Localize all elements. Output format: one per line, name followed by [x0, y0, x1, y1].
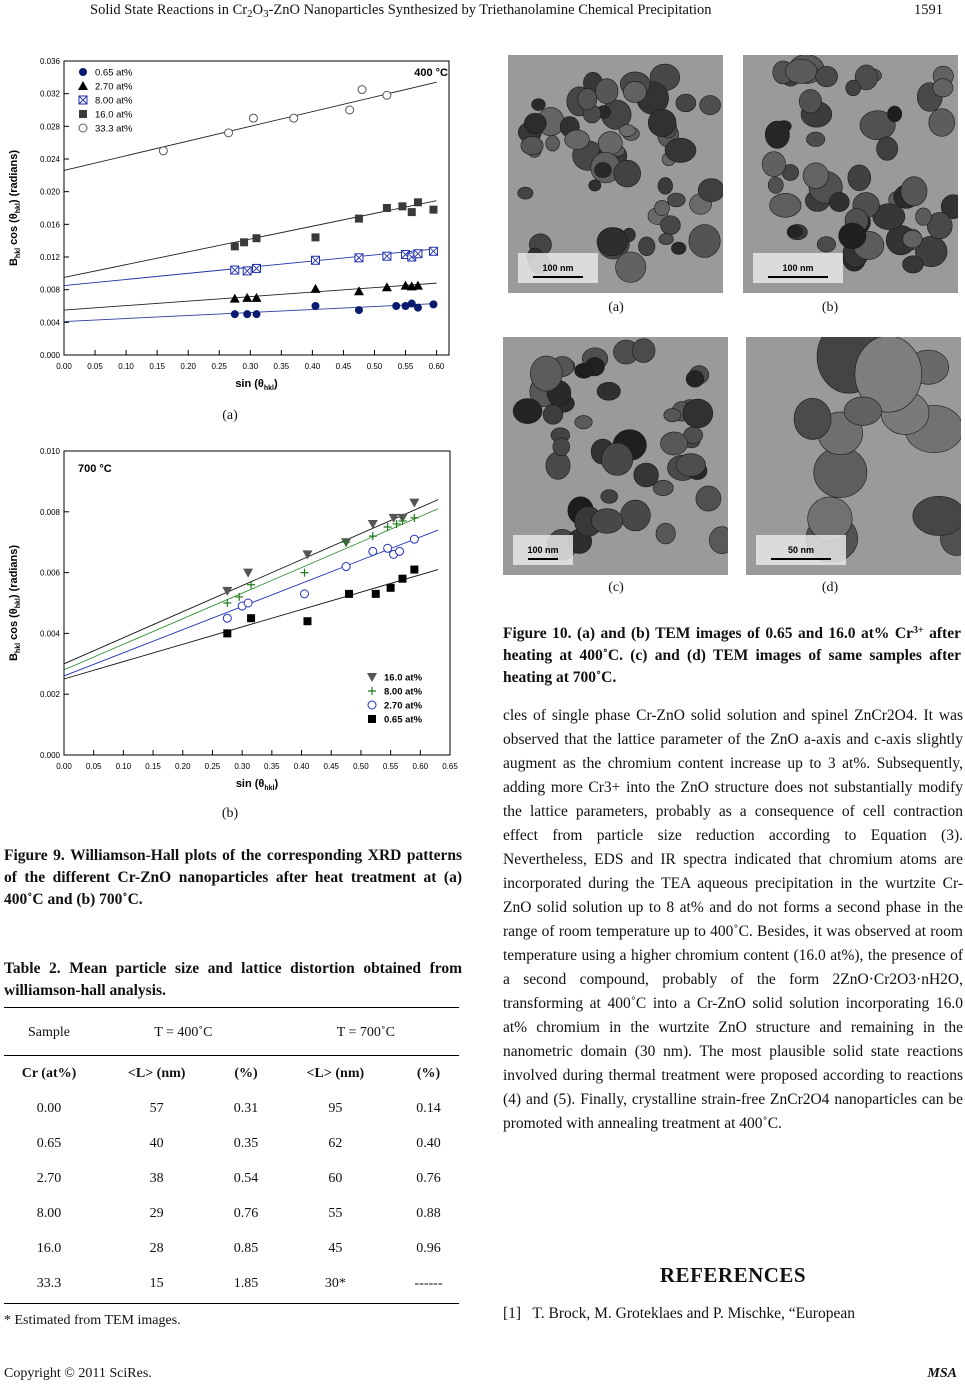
tem-micrograph: [743, 55, 958, 293]
particle: [817, 237, 836, 252]
particle: [594, 163, 611, 178]
x-tick-label: 0.45: [323, 762, 340, 771]
y-tick-label: 0.006: [39, 568, 60, 578]
particle: [661, 216, 681, 235]
tem-micrograph: [508, 55, 723, 293]
legend-label: 33.3 at%: [95, 123, 133, 135]
table-cell: 30*: [324, 1275, 346, 1291]
table-cell: 38: [149, 1170, 164, 1186]
legend-label: 16.0 at%: [384, 672, 423, 684]
table-cell: 45: [328, 1240, 343, 1256]
scale-bar-label: 100 nm: [527, 545, 559, 555]
particle: [916, 208, 932, 226]
data-point: [414, 250, 422, 258]
y-tick-label: 0.028: [39, 122, 60, 132]
data-point: [159, 147, 167, 155]
data-point: [247, 614, 255, 622]
data-point: [369, 547, 377, 555]
particle: [546, 136, 560, 151]
legend-label: 8.00 at%: [384, 686, 423, 698]
body-paragraph: cles of single phase Cr-ZnO solid solution and spinel ZnCr2O4. It was observed that the lattice parameter of the ZnO a-axis and c-axis slightly augment as the chromium content increase up to 3 at%. Subsequently, adding more Cr3+ into the ZnO structure does not substantially modify the lattice parameters, probably as a consequence of cell contraction effect from particle size reduction according to Equation (3). Nevertheless, EDS and IR spectra indicated that chromium atoms are incorporated during the TEA aqueous precipitation in the wurtzite Cr-ZnO solid solution up to 8 at% and do not forms a second phase in the range of room temperature up to 400˚C. Besides, it was observed at room temperature using a higher chromium content (16.0 at%), the presence of a second compound, probably of the form 2ZnO·Cr2O3·nH2O, transforming at 400˚C into a Cr-ZnO solid solution incorporating 16.0 at% chromium in the wurtzite ZnO structure and remaining in the nanometric domain (30 nm). The most plausible solid state reactions involved during thermal treatment were proposed according to reactions (4) and (5). Finally, crystalline strain-free ZnCr2O4 nanoparticles can be promoted with annealing treatment at 400˚C.: [503, 707, 963, 1132]
data-point: [253, 310, 261, 318]
y-tick-label: 0.036: [39, 57, 60, 66]
x-tick-label: 0.10: [118, 362, 134, 371]
legend-marker: [368, 701, 376, 709]
y-axis-label: $B_{hkl}$ $\cos (\theta_{hkl})$ (radians): [8, 149, 22, 267]
particle: [598, 132, 622, 155]
table-cell: 0.31: [233, 1100, 259, 1116]
particle: [543, 405, 563, 424]
particle: [665, 138, 696, 162]
table-row: [4, 1231, 459, 1266]
particle: [658, 178, 673, 195]
particle: [770, 193, 801, 217]
data-point: [249, 114, 257, 122]
tem-image-b: [743, 55, 958, 293]
x-tick-label: 0.05: [87, 362, 103, 371]
data-point: [243, 267, 251, 275]
particle: [513, 399, 542, 424]
table-row: [4, 1266, 459, 1301]
data-point: [429, 206, 437, 214]
particle: [901, 177, 927, 206]
y-tick-label: 0.020: [39, 187, 60, 197]
table-cell: 0.76: [233, 1205, 259, 1221]
particle: [668, 193, 686, 207]
particle: [656, 523, 675, 544]
table-group-header: T = 700˚C: [336, 1024, 395, 1040]
table-rule-bottom: [4, 1303, 459, 1304]
table-cell: 2.70: [36, 1170, 62, 1186]
table-cell: 40: [149, 1135, 164, 1151]
particle: [638, 237, 655, 256]
x-tick-label: 0.20: [180, 362, 196, 371]
table-cell: 0.88: [416, 1205, 441, 1221]
particle: [575, 416, 592, 429]
data-point: [231, 242, 239, 250]
data-point: [303, 617, 311, 625]
table-cell: 0.76: [416, 1170, 441, 1186]
table-col-header: <L> (nm): [306, 1065, 365, 1081]
figure9a-chart: [0, 50, 470, 405]
table-cell: 0.14: [416, 1100, 441, 1116]
x-tick-label: 0.40: [304, 362, 321, 371]
table-col-header: (%): [234, 1065, 258, 1081]
legend-label: 0.65 at%: [95, 67, 133, 79]
x-tick-label: 0.50: [353, 762, 369, 771]
legend-marker: [79, 124, 87, 132]
x-tick-label: 0.60: [428, 362, 445, 371]
table-cell: 1.85: [233, 1275, 259, 1291]
particle: [664, 409, 681, 422]
x-tick-label: 0.15: [149, 362, 165, 371]
x-tick-label: 0.00: [56, 762, 72, 771]
table-col-header: <L> (nm): [127, 1065, 186, 1081]
particle: [575, 363, 594, 378]
data-point: [342, 563, 350, 571]
figure10-label-a: (a): [608, 300, 624, 315]
x-tick-label: 0.40: [293, 762, 310, 771]
data-point: [301, 590, 309, 598]
particle: [913, 496, 961, 535]
x-tick-label: 0.10: [115, 762, 132, 771]
particle: [803, 163, 828, 189]
x-tick-label: 0.60: [412, 762, 429, 771]
particle: [553, 438, 570, 456]
scale-bar-label: 100 nm: [542, 263, 574, 273]
figure9b-chart: [0, 440, 470, 795]
y-tick-label: 0.008: [39, 285, 60, 295]
particle: [591, 509, 622, 534]
particle: [623, 81, 646, 102]
particle: [521, 136, 543, 154]
footer-journal: MSA: [927, 1366, 957, 1381]
particle: [597, 382, 620, 400]
y-tick-label: 0.012: [39, 253, 60, 262]
data-point: [346, 106, 354, 114]
data-point: [384, 544, 392, 552]
table-cell: 16.0: [36, 1240, 62, 1256]
data-point: [429, 247, 437, 255]
y-tick-label: 0.004: [39, 318, 60, 328]
particle: [887, 106, 901, 122]
tem-image-c: [503, 337, 728, 575]
chart-title: 700 °C: [78, 463, 112, 475]
data-point: [414, 304, 422, 312]
tem-image-a: [508, 55, 723, 293]
particle: [696, 486, 721, 511]
footer-copyright: Copyright © 2011 SciRes.: [4, 1366, 152, 1381]
references-heading: REFERENCES: [659, 1263, 807, 1287]
data-point: [355, 254, 363, 262]
reference-1: [1] T. Brock, M. Groteklaes and P. Mischke, “European: [503, 1305, 855, 1322]
running-title: Solid State Reactions in $Cr_2O_3$-ZnO Nanoparticles Synthesized by Triethanolamine Chemical Precipitation: [90, 2, 712, 20]
data-point: [387, 584, 395, 592]
x-tick-label: 0.35: [264, 762, 280, 771]
data-point: [311, 233, 319, 241]
y-tick-label: 0.002: [39, 690, 60, 700]
particle: [877, 137, 898, 160]
data-point: [355, 306, 363, 314]
table-col-header: Cr (at%): [21, 1065, 77, 1081]
y-tick-label: 0.008: [39, 507, 60, 517]
particle: [807, 132, 825, 146]
particle: [546, 452, 570, 479]
table-cell: 29: [149, 1205, 164, 1221]
x-tick-label: 0.55: [397, 362, 414, 371]
particle: [903, 256, 924, 273]
particle: [848, 165, 871, 191]
y-tick-label: 0.024: [39, 155, 60, 164]
table-cell: 0.54: [233, 1170, 259, 1186]
data-point: [243, 310, 251, 318]
data-point: [414, 198, 422, 206]
data-point: [355, 215, 363, 223]
y-tick-label: 0.016: [39, 220, 60, 230]
table-cell: 0.40: [416, 1135, 441, 1151]
data-point: [311, 256, 319, 264]
particle: [621, 500, 651, 531]
data-point: [240, 238, 248, 246]
legend-label: 2.70 at%: [95, 81, 133, 93]
particle: [686, 371, 704, 388]
particle: [794, 398, 831, 439]
table-cell: 0.65: [36, 1135, 62, 1151]
legend-marker: [79, 68, 87, 76]
data-point: [253, 264, 261, 272]
table-cell: 55: [328, 1205, 343, 1221]
table2-footnote: * Estimated from TEM images.: [4, 1313, 181, 1328]
particle: [768, 177, 783, 193]
figure10-caption: Figure 10. (a) and (b) TEM images of 0.65 and 16.0 at% $Cr^{3+}$ after heating at 400˚C. (c) and (d) TEM images of same samples after heating at 700˚C.: [503, 625, 961, 686]
page-number: 1591: [914, 2, 943, 18]
data-point: [225, 129, 233, 137]
particle: [671, 242, 686, 254]
table-cell: 95: [328, 1100, 343, 1116]
particle: [829, 192, 849, 211]
scale-bar-label: 100 nm: [782, 263, 814, 273]
table-rule-top: [4, 1007, 459, 1008]
tem-micrograph: [746, 337, 961, 575]
legend-marker: [79, 110, 87, 118]
data-point: [392, 302, 400, 310]
x-tick-label: 0.35: [273, 362, 290, 371]
particle: [787, 225, 802, 237]
data-point: [429, 300, 437, 308]
table-cell: 0.35: [233, 1135, 259, 1151]
legend-label: 8.00 at%: [95, 95, 133, 107]
running-header: [0, 2, 965, 24]
figure9a-label: (a): [222, 408, 238, 423]
x-tick-label: 0.50: [366, 362, 383, 371]
data-point: [383, 204, 391, 212]
particle: [595, 79, 618, 104]
y-tick-label: 0.000: [39, 751, 60, 760]
data-point: [372, 590, 380, 598]
x-tick-label: 0.25: [211, 362, 228, 371]
particle: [602, 443, 633, 475]
y-tick-label: 0.000: [39, 351, 60, 360]
legend-marker: [79, 96, 87, 104]
legend-label: 16.0 at%: [95, 109, 133, 121]
data-point: [383, 252, 391, 260]
table2: [4, 1010, 459, 1301]
data-point: [253, 234, 261, 242]
figure10-label-d: (d): [821, 580, 839, 595]
particle: [632, 339, 655, 363]
table2-caption: Table 2. Mean particle size and lattice distortion obtained from williamson-hall analysis.: [4, 960, 462, 999]
table-cell: 60: [328, 1170, 343, 1186]
legend-marker: [368, 715, 376, 723]
data-point: [231, 266, 239, 274]
particle: [530, 356, 562, 391]
x-tick-label: 0.20: [174, 762, 191, 771]
table-header-row: [4, 1010, 459, 1056]
particle: [689, 225, 720, 258]
figure10-label-b: (b): [821, 300, 839, 315]
data-point: [231, 310, 239, 318]
x-tick-label: 0.05: [85, 762, 102, 771]
table-row: [4, 1091, 459, 1126]
data-point: [290, 114, 298, 122]
x-axis-label: $\sin (\theta_{hkl})$: [235, 378, 278, 392]
particle: [654, 200, 669, 215]
table-cell: 8.00: [36, 1205, 62, 1221]
particle: [565, 130, 590, 149]
table-row: [4, 1126, 459, 1161]
particle: [929, 109, 955, 137]
x-tick-label: 0.65: [442, 762, 458, 771]
particle: [614, 160, 641, 187]
particle: [683, 399, 713, 428]
particle: [616, 252, 646, 282]
table-row: [4, 1196, 459, 1231]
particle: [799, 90, 821, 114]
particle: [933, 79, 953, 97]
x-tick-label: 0.55: [382, 762, 399, 771]
figure9b-label: (b): [221, 806, 239, 821]
data-point: [398, 575, 406, 583]
tem-micrograph: [503, 337, 728, 575]
particle: [765, 121, 789, 148]
data-point: [398, 202, 406, 210]
data-point: [410, 535, 418, 543]
x-tick-label: 0.25: [204, 762, 221, 771]
particle: [762, 152, 785, 177]
table-cell: 0.00: [36, 1100, 62, 1116]
particle: [619, 125, 635, 137]
particle: [578, 88, 597, 109]
particle: [676, 454, 706, 477]
data-point: [396, 547, 404, 555]
data-point: [223, 629, 231, 637]
particle: [597, 228, 627, 256]
data-point: [358, 86, 366, 94]
data-point: [223, 614, 231, 622]
y-axis-label: $B_{hkl}$ $\cos (\theta_{hkl})$ (radians): [8, 544, 22, 662]
particle: [903, 230, 922, 248]
figure10-label-c: (c): [608, 580, 624, 595]
data-point: [408, 208, 416, 216]
particle: [844, 397, 881, 426]
data-point: [244, 599, 252, 607]
x-axis-label: $\sin (\theta_{hkl})$: [235, 778, 279, 792]
particle: [698, 179, 723, 202]
y-tick-label: 0.032: [39, 89, 60, 99]
data-point: [410, 566, 418, 574]
particle: [660, 432, 687, 455]
table-cell: ------: [414, 1275, 443, 1291]
particle: [601, 490, 618, 504]
table-cell: 28: [149, 1240, 164, 1256]
particle: [634, 463, 659, 487]
x-tick-label: 0.30: [234, 762, 250, 771]
table-cell: 15: [149, 1275, 164, 1291]
particle: [816, 66, 838, 87]
scale-bar-label: 50 nm: [787, 545, 815, 555]
y-tick-label: 0.004: [39, 629, 60, 639]
particle: [532, 99, 546, 111]
table-group-header: T = 400˚C: [154, 1024, 213, 1040]
x-tick-label: 0.45: [335, 362, 352, 371]
particle: [676, 94, 696, 112]
x-tick-label: 0.00: [56, 362, 72, 371]
data-point: [345, 590, 353, 598]
x-tick-label: 0.30: [242, 362, 259, 371]
particle: [808, 497, 852, 541]
particle: [524, 113, 546, 134]
figure9-caption: Figure 9. Williamson-Hall plots of the corresponding XRD patterns of the different Cr-ZnO nanoparticles after heat treatment at (a) 400˚C and (b) 700˚C.: [4, 847, 462, 908]
y-tick-label: 0.010: [39, 447, 60, 456]
data-point: [311, 302, 319, 310]
particle: [659, 234, 674, 245]
tem-image-d: [746, 337, 961, 575]
particle: [518, 187, 533, 199]
table-cell: 0.85: [233, 1240, 259, 1256]
particle: [785, 59, 817, 83]
particle: [839, 223, 866, 249]
table-row: [4, 1161, 459, 1196]
x-tick-label: 0.15: [145, 762, 161, 771]
table-subheader-row: [4, 1056, 459, 1092]
table-cell: 62: [328, 1135, 343, 1151]
table-cell: 57: [149, 1100, 164, 1116]
particle: [648, 109, 676, 136]
legend-label: 0.65 at%: [384, 714, 423, 726]
particle: [700, 96, 721, 115]
legend-label: 2.70 at%: [384, 700, 423, 712]
table-cell: 33.3: [36, 1275, 62, 1291]
table-col-header: (%): [416, 1065, 441, 1081]
chart-title: 400 °C: [414, 67, 448, 79]
table-cell: 0.96: [416, 1240, 441, 1256]
particle: [846, 80, 861, 96]
table-group-header: Sample: [28, 1024, 70, 1040]
data-point: [383, 91, 391, 99]
